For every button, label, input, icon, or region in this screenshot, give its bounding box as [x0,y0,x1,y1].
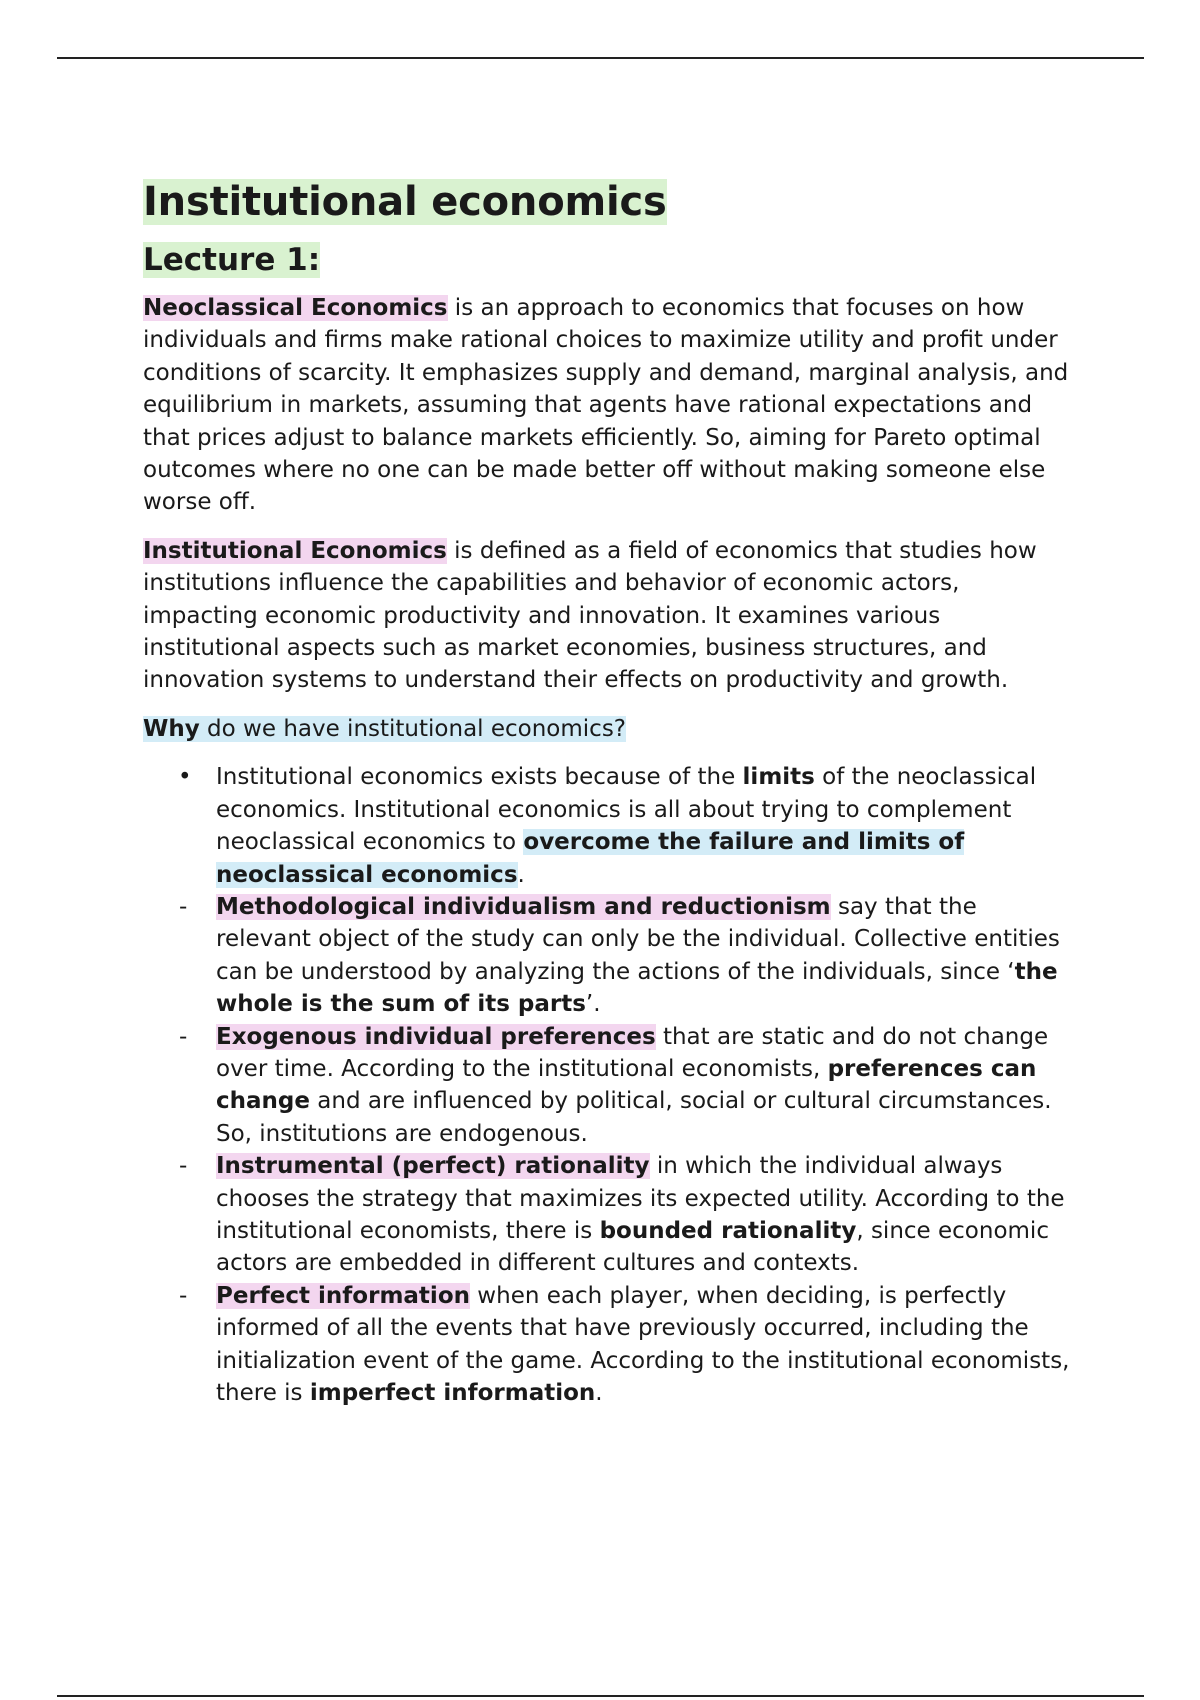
dash-list [143,891,1078,1410]
item-term: Instrumental (perfect) rationality [216,1153,650,1180]
neoclassical-term: Neoclassical Economics [143,295,448,321]
dash-icon: - [179,1282,188,1309]
question-rest: do we have institutional economics? [199,715,627,742]
bottom-rule [57,1695,1144,1697]
item-term: Methodological individualism and reductionism [216,893,831,920]
list-item: - Perfect information when each player, when deciding, is perfectly informed of all the events that have previously occurred, including the initialization event of the game. According to the institutional economists, there is imperfect information. [143,1280,1078,1410]
top-rule [57,57,1144,59]
question-why: Why [143,715,200,742]
document-body [143,176,1078,1409]
question-line [143,713,1078,745]
institutional-text: is defined as a field of economics that studies how institutions influence the capabilities and behavior of economic actors, impacting economic productivity and innovation. It examines various institutional aspects such as market economies, business structures, and innovation systems to understand their effects on productivity and growth. [143,537,1037,694]
list-item: - Methodological individualism and reductionism say that the relevant object of the study can only be the individual. Collective entities can be understood by analyzing the actions of the individuals, since ‘the whole is the sum of its parts’. [143,891,1078,1021]
neoclassical-paragraph [143,292,1078,519]
dash-icon: - [179,1153,188,1180]
list-item: - Exogenous individual preferences that are static and do not change over time. According to the institutional economists, preferences can change and are influenced by political, social or cultural circumstances. So, institutions are endogenous. [143,1021,1078,1151]
item-term: Perfect information [216,1282,470,1309]
document-title: Institutional economics [143,179,667,225]
bullet-item: • Institutional economics exists because of the limits of the neoclassical economics. Institutional economics is all about trying to complement neoclassical economics to overcome the failure and limits of neoclassical economics. [143,761,1078,891]
institutional-paragraph [143,535,1078,697]
dash-icon: - [179,893,188,920]
lecture-heading: Lecture 1: [143,242,321,278]
overcome-highlight: overcome the failure and limits of neoclassical economics [216,829,965,888]
neoclassical-text: is an approach to economics that focuses on how individuals and firms make rational choices to maximize utility and profit under conditions of scarcity. It emphasizes supply and demand, marginal analysis, and equilibrium in markets, assuming that agents have rational expectations and that prices adjust to balance markets efficiently. So, aiming for Pareto optimal outcomes where no one can be made better off without making someone else worse off. [143,295,1069,516]
bullet-icon: • [178,764,192,791]
dash-icon: - [179,1023,188,1050]
bullet-list [143,761,1078,891]
item-term: Exogenous individual preferences [216,1023,656,1050]
list-item: - Instrumental (perfect) rationality in which the individual always chooses the strategy that maximizes its expected utility. According to the institutional economists, there is bounded rationality, since economic actors are embedded in different cultures and contexts. [143,1150,1078,1280]
limits-bold: limits [742,764,815,791]
institutional-term: Institutional Economics [143,537,447,564]
